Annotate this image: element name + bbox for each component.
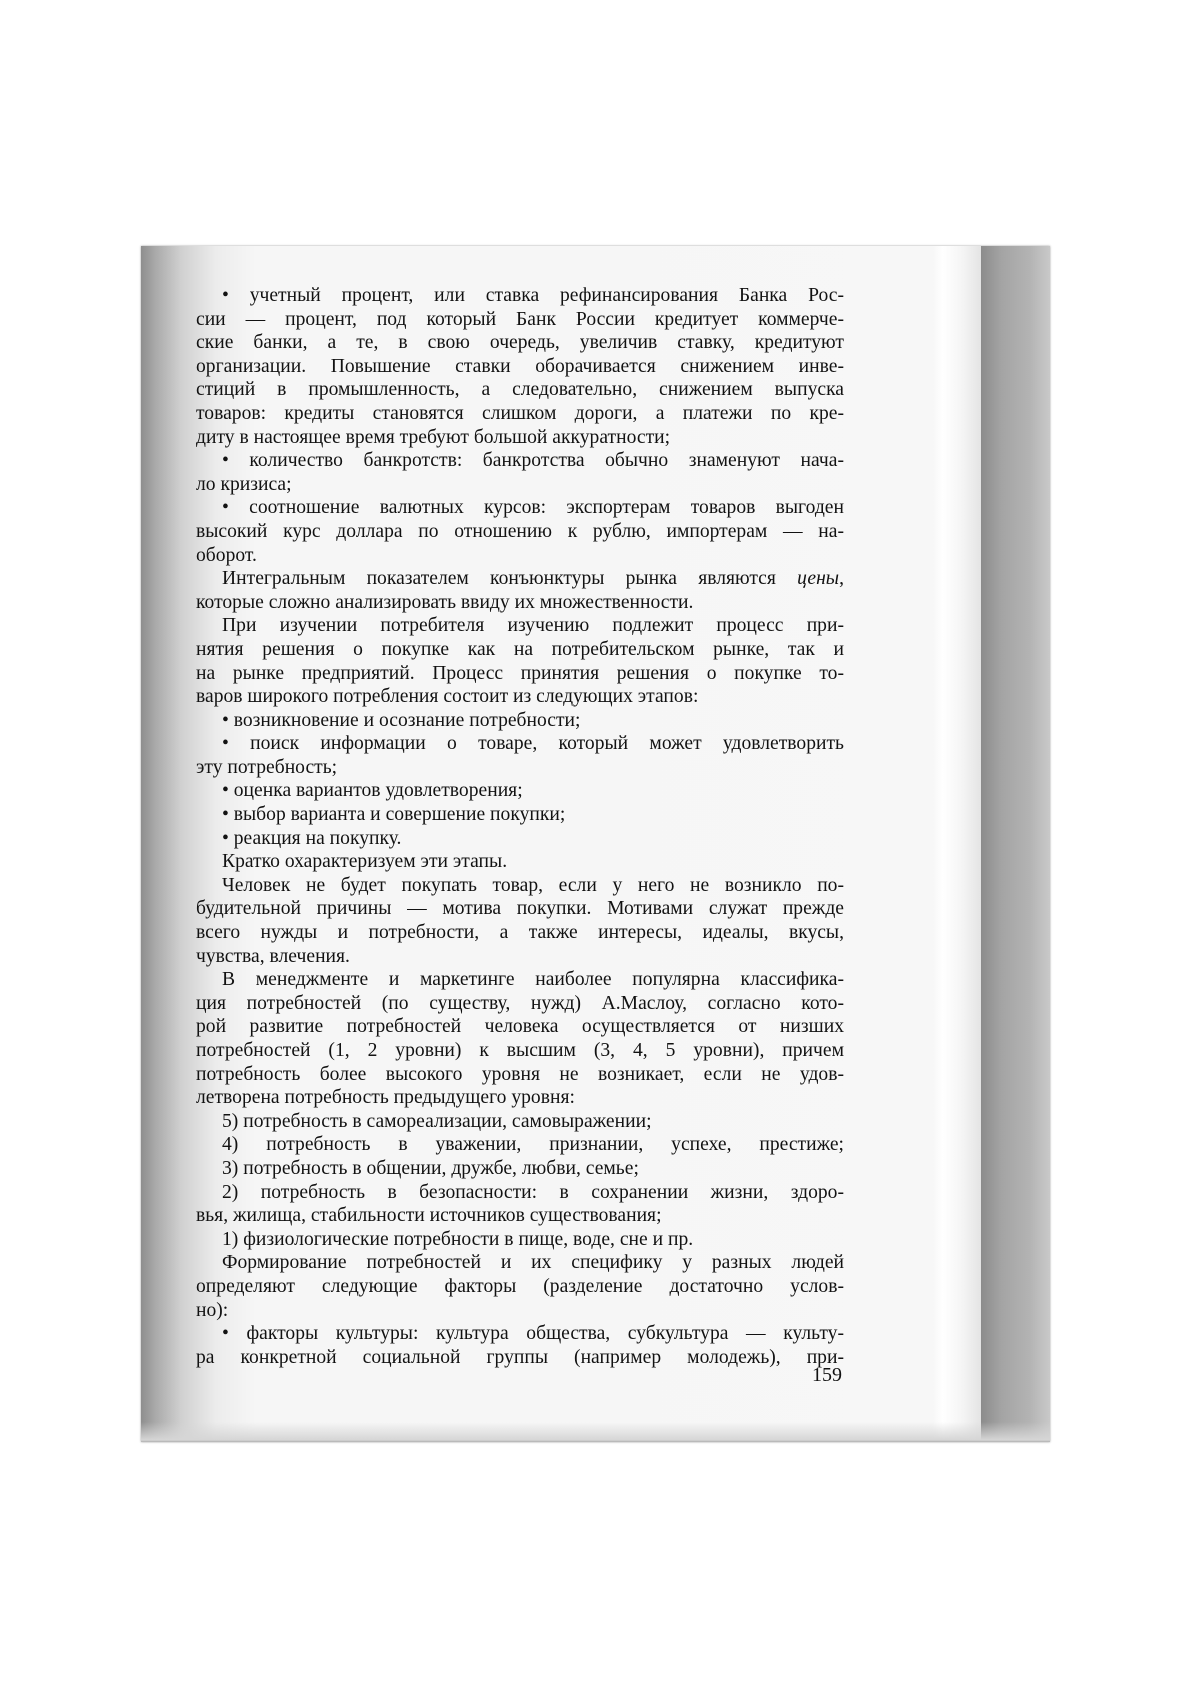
text-line: потребностей (1, 2 уровни) к высшим (3, 4, 5 уровни), причем	[196, 1040, 844, 1061]
text-line: В менеджменте и маркетинге наиболее популярна классифика-	[222, 969, 844, 991]
text-line: вья, жилища, стабильности источников существования;	[196, 1205, 662, 1227]
page-number: 159	[812, 1364, 842, 1386]
text-line: При изучении потребителя изучению подлежит процесс при-	[222, 615, 844, 637]
text-line: сии — процент, под который Банк России кредитует коммерче-	[196, 308, 844, 330]
text-line: 4) потребность в уважении, признании, успехе, престиже;	[222, 1134, 844, 1156]
text-line: • количество банкротств: банкротства обычно знаменуют нача-	[222, 450, 844, 472]
text-line: будительной причины — мотива покупки. Мотивами служат прежде	[196, 898, 844, 920]
text-line: эту потребность;	[196, 756, 338, 778]
text-line: Человек не будет покупать товар, если у него не возникло по-	[222, 874, 844, 896]
text-line: рой развитие потребностей человека осуществляется от низших	[196, 1016, 844, 1038]
text-line: которые сложно анализировать ввиду их множественности.	[196, 591, 694, 613]
text-line: • поиск информации о товаре, который может удовлетворить	[222, 733, 844, 755]
text-line: ло кризиса;	[196, 473, 292, 495]
text-line: потребность более высокого уровня не возникает, если не удов-	[196, 1063, 844, 1085]
text-line: 1) физиологические потребности в пище, воде, сне и пр.	[222, 1228, 694, 1250]
text-line: 3) потребность в общении, дружбе, любви, семье;	[222, 1157, 639, 1179]
text-line: летворена потребность предыдущего уровня:	[196, 1087, 575, 1109]
text-line: но):	[196, 1299, 229, 1321]
text-line: на рынке предприятий. Процесс принятия решения о покупке то-	[196, 662, 844, 684]
text-line: • факторы культуры: культура общества, субкультура — культу-	[222, 1323, 844, 1345]
text-line: организации. Повышение ставки оборачивается снижением инве-	[196, 355, 844, 377]
text-line: диту в настоящее время требуют большой аккуратности;	[196, 426, 671, 448]
text-line: • оценка вариантов удовлетворения;	[222, 780, 523, 802]
text-line: • учетный процент, или ставка рефинансирования Банка Рос-	[222, 285, 844, 306]
text-line: • соотношение валютных курсов: экспортерам товаров выгоден	[222, 497, 844, 519]
text-line: Формирование потребностей и их специфику у разных людей	[222, 1252, 844, 1274]
text-line: • возникновение и осознание потребности;	[222, 709, 581, 731]
text-line: товаров: кредиты становятся слишком дороги, а платежи по кре-	[196, 402, 844, 424]
text-line: оборот.	[196, 544, 257, 566]
text-line: определяют следующие факторы (разделение достаточно услов-	[196, 1275, 844, 1297]
body-text	[196, 284, 844, 1369]
text-line: варов широкого потребления состоит из следующих этапов:	[196, 686, 699, 708]
text-line: 2) потребность в безопасности: в сохранении жизни, здоро-	[222, 1181, 844, 1203]
text-line: 5) потребность в самореализации, самовыражении;	[222, 1110, 652, 1132]
text-line: ция потребностей (по существу, нужд) А.Маслоу, согласно кото-	[196, 992, 844, 1014]
scan-bottom-shadow	[141, 1422, 1050, 1442]
text-line: высокий курс доллара по отношению к рублю, импортерам — на-	[196, 520, 844, 542]
text-line: чувства, влечения.	[196, 945, 350, 967]
text-line: стиций в промышленность, а следовательно, снижением выпуска	[196, 379, 844, 401]
text-line: • выбор варианта и совершение покупки;	[222, 804, 566, 826]
page-edge-light	[933, 246, 981, 1442]
text-line: Кратко охарактеризуем эти этапы.	[222, 851, 508, 873]
text-line: ские банки, а те, в свою очередь, увеличив ставку, кредитуют	[196, 332, 844, 354]
text-line: ра конкретной социальной группы (например молодежь), при-	[196, 1346, 844, 1368]
text-line: Интегральным показателем конъюнктуры рынка являются цены,	[222, 568, 844, 590]
text-line: нятия решения о покупке как на потребительском рынке, так и	[196, 638, 844, 660]
text-line: • реакция на покупку.	[222, 827, 402, 849]
book-spine-shadow	[981, 246, 1050, 1442]
text-line: всего нужды и потребности, а также интересы, идеалы, вкусы,	[196, 922, 844, 944]
